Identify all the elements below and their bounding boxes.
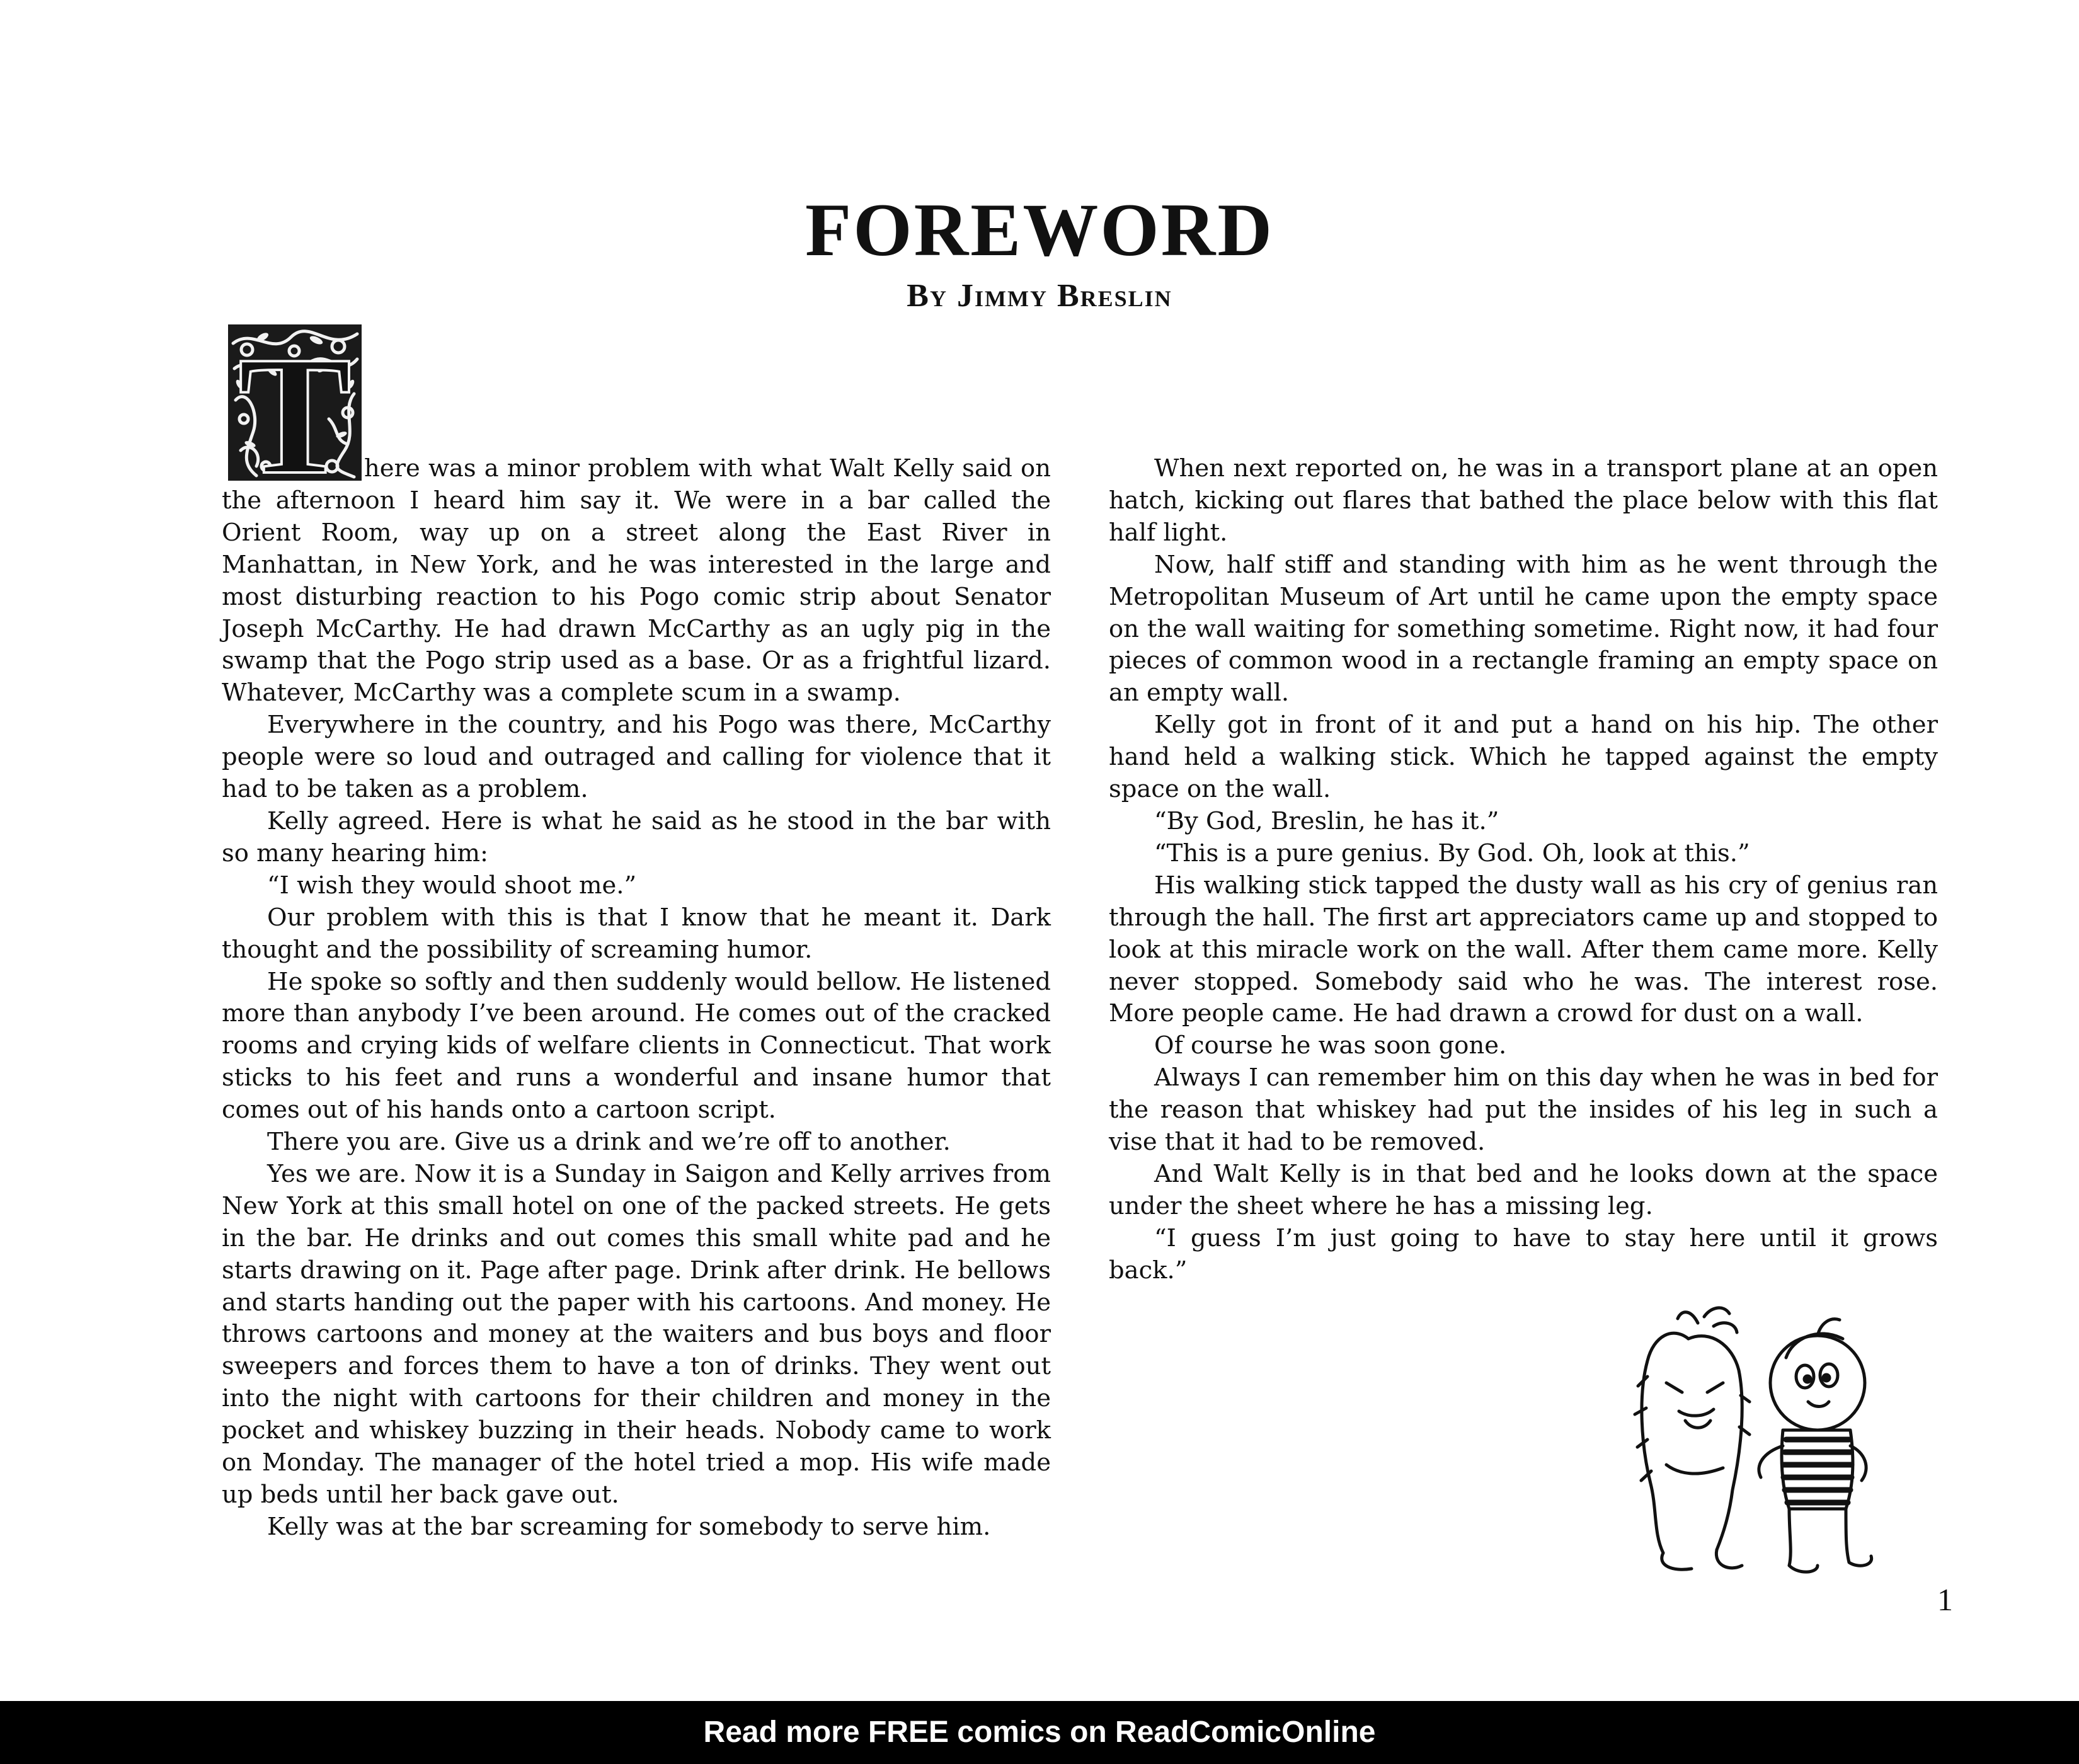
paragraph: There you are. Give us a drink and we’re off to another. <box>267 1128 951 1157</box>
paragraph: His walking stick tapped the dusty wall as his cry of genius ran through the hall. The first art appreciators came up and stopped to look at this miracle work on the wall. After them came more. Kelly never stopped. Somebody said who he was. The interest rose. More people came. He had drawn a crowd for dust on a wall. <box>1109 871 1938 1028</box>
paragraph: And Walt Kelly is in that bed and he looks down at the space under the sheet where he has a missing leg. <box>1109 1159 1938 1220</box>
paragraph: Yes we are. Now it is a Sunday in Saigon and Kelly arrives from New York at this small hotel on one of the packed streets. He gets in the bar. He drinks and out comes this small white pad and he starts drawing on it. Page after page. Drink after drink. He bellows and starts handing out the paper with his cartoons. And money. He throws cartoons and money at the waiters and bus boys and floor sweepers and forces them to have a ton of drinks. They went out into the night with cartoons for their children and money in the pocket and whiskey buzzing in their heads. Nobody came to work on Monday. The manager of the hotel tried a mop. His wife made up beds until her back gave out. <box>222 1159 1051 1509</box>
paragraph: Of course he was soon gone. <box>1154 1031 1507 1060</box>
paragraph: When next reported on, he was in a transport plane at an open hatch, kicking out flares that bathed the place below with this flat half light. <box>1109 454 1938 547</box>
paragraph: here was a minor problem with what Walt Kelly said on the afternoon I heard him say it. We were in a bar called the Orient Room, way up on a street along the East River in Manhattan, in New York, and he was interested in the large and most disturbing reaction to his Pogo comic strip about Senator Joseph McCarthy. He had drawn McCarthy as an ugly pig in the swamp that the Pogo strip used as a base. Or as a frightful lizard. Whatever, McCarthy was a complete scum in a swamp. <box>222 454 1051 707</box>
paragraph: “I guess I’m just going to have to stay here until it grows back.” <box>1109 1223 1938 1285</box>
left-column <box>222 453 1051 1544</box>
paragraph: Our problem with this is that I know that he meant it. Dark thought and the possibility of screaming humor. <box>222 903 1051 964</box>
drop-cap-letter: T <box>238 324 352 481</box>
paragraph: “By God, Breslin, he has it.” <box>1154 806 1499 835</box>
page-number: 1 <box>1937 1582 1953 1617</box>
paragraph: Now, half stiff and standing with him as he went through the Metropolitan Museum of Art until he came upon the empty space on the wall waiting for something sometime. Right now, it had four pieces of common wood in a rectangle framing an empty space on an empty wall. <box>1109 550 1938 707</box>
byline: By Jimmy Breslin <box>907 278 1172 314</box>
paragraph: Everywhere in the country, and his Pogo was there, McCarthy people were so loud and outraged and calling for violence that it had to be taken as a problem. <box>222 711 1051 804</box>
paragraph: Always I can remember him on this day when he was in bed for the reason that whiskey had put the insides of his leg in such a vise that it had to be removed. <box>1109 1063 1938 1157</box>
paragraph: “This is a pure genius. By God. Oh, look at this.” <box>1154 839 1750 868</box>
paragraph: “I wish they would shoot me.” <box>267 871 637 900</box>
paragraph: Kelly agreed. Here is what he said as he stood in the bar with so many hearing him: <box>222 806 1051 868</box>
promo-banner[interactable]: Read more FREE comics on ReadComicOnline <box>0 1701 2079 1764</box>
page-title: FOREWORD <box>805 188 1274 272</box>
paragraph: Kelly was at the bar screaming for somebody to serve him. <box>267 1512 991 1541</box>
paragraph: Kelly got in front of it and put a hand on his hip. The other hand held a walking stick. Which he tapped against the empty space on the wall. <box>1109 711 1938 804</box>
paragraph: He spoke so softly and then suddenly would bellow. He listened more than anybody I’ve been around. He comes out of the cracked rooms and crying kids of welfare clients in Connecticut. That work sticks to his feet and runs a wonderful and insane humor that comes out of his hands onto a cartoon script. <box>222 967 1051 1125</box>
right-column <box>1109 453 1938 1287</box>
cartoon-characters-illustration <box>1629 1301 1881 1591</box>
